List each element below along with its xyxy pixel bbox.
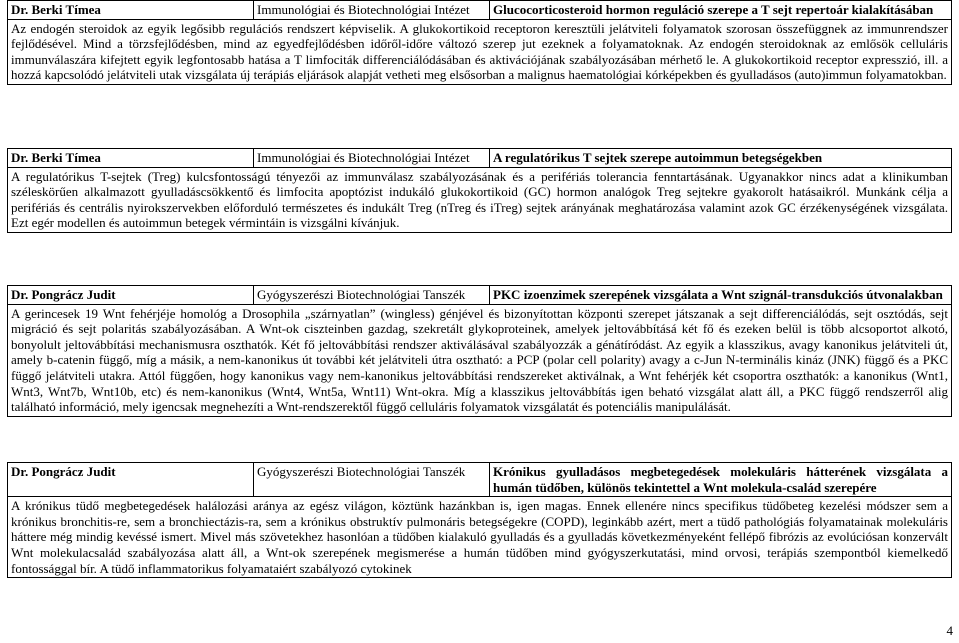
abstract: A krónikus tüdő megbetegedések halálozási aránya az egész világon, köztünk hazánkban is, igen magas. Ennek ellenére nincs specifikus tüdőbeteg kezelési módszer sem a krónikus bronchitis-re, sem a bronchiectázis-ra, sem a krónikus obstruktív pulmonáris betegségekre (COPD), leginkább azért, mert a tüdő pathológiás folyamatainak molekuláris háttere még mindig kevéssé ismert. Mivel más szövetekhez hasonlóan a tüdőben kialakuló gyulladás és a gyulladás következményeként fellépő fibrózis az evolúciósan konzervált Wnt molekulacsalád szabályozása alatt áll, a Wnt-ok szerepének megismerése a humán tüdőben mind gyógyszerkutatási, mind orvosi, terápiás szempontból kiemelkedő fontossággal bír. A tüdő inflammatorikus folyamataiért szabályozó cytokinek <box>7 497 952 578</box>
author: Dr. Pongrácz Judit <box>8 286 254 305</box>
project-title: PKC izoenzimek szerepének vizsgálata a Wnt szignál-transdukciós útvonalakban <box>490 286 952 305</box>
author: Dr. Pongrácz Judit <box>8 463 254 497</box>
department: Gyógyszerészi Biotechnológiai Tanszék <box>254 286 490 305</box>
project-title: A regulatórikus T sejtek szerepe autoimmun betegségekben <box>490 149 952 168</box>
department: Immunológiai és Biotechnológiai Intézet <box>254 149 490 168</box>
project-title: Glucocorticosteroid hormon reguláció szerepe a T sejt repertoár kialakításában <box>490 1 952 20</box>
author: Dr. Berki Tímea <box>8 1 254 20</box>
page-number: 4 <box>946 623 953 639</box>
entry-header <box>7 148 952 168</box>
entry-4 <box>7 462 952 578</box>
abstract: A regulatórikus T-sejtek (Treg) kulcsfontosságú tényezői az immunválasz szabályozásának és a perifériás tolerancia fenntartásának. Ugyanakkor nincs adat a klinikumban széleskörűen alkalmazott gyulladáscsökkentő és limfocita apoptózist indukáló glukokortikoid (GC) hormon analógok Treg sejtekre gyakorolt hatásaikról. Munkánk célja a perifériás és centrális nyirokszervekben előforduló természetes és indukált Treg (nTreg és iTreg) sejtek arányának meghatározása valamint azok GC érzékenységének vizsgálata. Ezt egér modellen és autoimmun betegek vérmintáin is vizsgálni kívánjuk. <box>7 168 952 233</box>
project-title: Krónikus gyulladásos megbetegedések molekuláris hátterének vizsgálata a humán tüdőben, különös tekintettel a Wnt molekula-család szerepére <box>490 463 952 497</box>
department: Gyógyszerészi Biotechnológiai Tanszék <box>254 463 490 497</box>
entry-3 <box>7 285 952 417</box>
entry-2 <box>7 148 952 233</box>
abstract: A gerincesek 19 Wnt fehérjéje homológ a Drosophila „szárnyatlan” (wingless) génjével és bizonyítottan központi szerepet játszanak a sejt differenciálódás, sejt osztódás, sejt migráció és sejt polaritás szabályozásában. A Wnt-ok ciszteinben gazdag, szekretált glykoproteinek, amelyek jeltovábbításá két fő és ezeken belül is több alcsoportot alkotó, bonyolult jeltovábbítási mechanismusra oszthatók. Két fő jeltovábbítási rendszer aktiválásával szabályozzák a génátíródást. Az egyik a klasszikus, avagy kanonikus jelátviteli út, amely b-catenin függő, míg a másik, a nem-kanonikus út további két jelátviteli útra osztható: a PCP (polar cell polarity) avagy a c-Jun N-terminális kináz (JNK) függő és a PKC függő jelátviteli utakra. Attól függően, hogy kanonikus vagy nem-kanonikus jeltovábbítási rendszereket aktiválnak, a Wnt fehérjék két csoportra oszthatók: a kanonikus (Wnt1, Wnt3, Wnt7b, Wnt10b, etc) és nem-kanonikus (Wnt4, Wnt5a, Wnt11) Wnt-okra. Míg a klasszikus jeltovábbítás igen beható vizsgálat alatt áll, a PKC függő rendszerről alig található információ, mely igencsak megnehezíti a Wnt-rendszerektől függő celluláris folyamatok vizsgálatát és potenciális manipulálását. <box>7 305 952 417</box>
department: Immunológiai és Biotechnológiai Intézet <box>254 1 490 20</box>
author: Dr. Berki Tímea <box>8 149 254 168</box>
entry-header <box>7 462 952 497</box>
abstract: Az endogén steroidok az egyik legősibb regulációs rendszert képviselik. A glukokortikoid receptoron keresztüli jelátviteli folyamatok szorosan összefüggnek az immunrendszer fejlődésével. Mind a törzsfejlődésben, mind az egyedfejlődésben időről-időre változó szerep jut ezeknek a folyamatoknak. Az endogén steroidoknak az emlősök celluláris immunválaszára kifejtett egyik legfontosabb hatása a T limfociták differenciálódásában és aktivációjának szabályozásában mérhető le. A glukokortikoid receptor expresszió, ill. a hozzá kapcsolódó jelátviteli utak vizsgálata új terápiás eljárások alapját vetheti meg elsősorban a malignus haematológiai kórképekben és gyulladásos (auto)immun folyamatokban. <box>7 20 952 85</box>
entry-header <box>7 285 952 305</box>
entry-1 <box>7 0 952 85</box>
entry-header <box>7 0 952 20</box>
